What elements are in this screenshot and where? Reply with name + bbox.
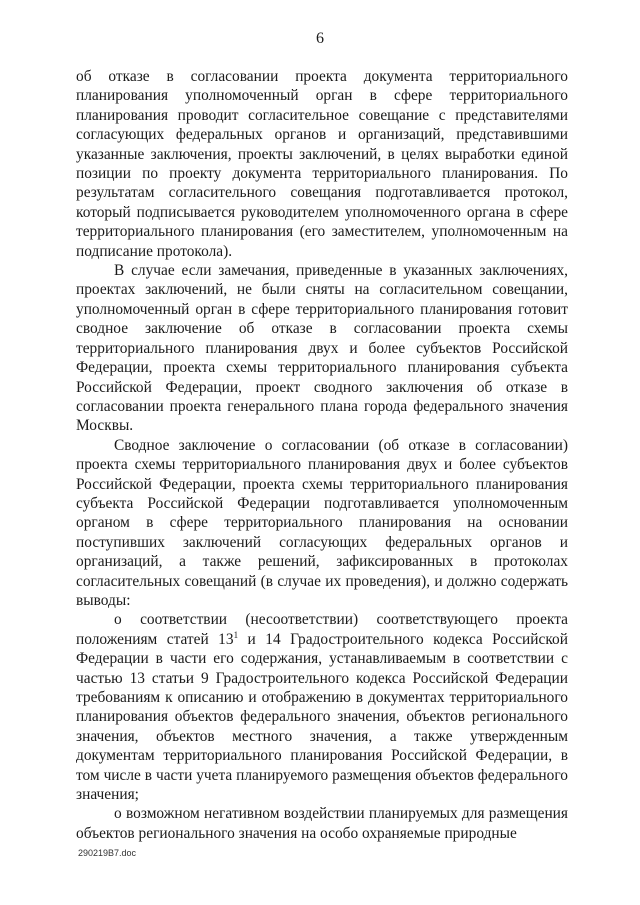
list-item-negative-impact: о возможном негативном воздействии планируемых для размещения объектов регионального значения на особо охраняемые природные <box>76 805 568 842</box>
paragraph-continuation: об отказе в согласовании проекта документа территориального планирования уполномоченный орган в сфере территориального планирования проводит согласительное совещание с представителями согласующих федеральных органов и организаций, представившими указанные заключения, проекты заключений, в целях выработки единой позиции по проекту документа территориального планирования. По результатам согласительного совещания подготавливается протокол, который подписывается руководителем уполномоченного органа в сфере территориального планирования (его заместителем, уполномоченным на подписание протокола). <box>76 68 568 260</box>
superscript-1: 1 <box>233 629 239 640</box>
page-number: 6 <box>316 30 324 47</box>
list-item-compliance <box>76 610 568 804</box>
list-item-compliance-text-b: и 14 Градостроительного кодекса Российской Федерации в части его содержания, устанавливаемым в соответствии с частью 13 статьи 9 Градостроительного кодекса Российской Федерации требованиям к описанию и отображению в документах территориального планирования объектов федерального значения, объектов регионального значения, объектов местного значения, а также утвержденным документам территориального планирования Российской Федерации, в том числе в части учета планируемого размещения объектов федерального значения; <box>76 630 568 804</box>
footer-filename: 290219В7.doc <box>78 848 137 858</box>
paragraph-objections: В случае если замечания, приведенные в указанных заключениях, проектах заключений, не были сняты на согласительном совещании, уполномоченный орган в сфере территориального планирования готовит сводное заключение об отказе в согласовании проекта схемы территориального планирования двух и более субъектов Российской Федерации, проекта схемы территориального планирования субъекта Российской Федерации, проект сводного заключения об отказе в согласовании проекта генерального плана города федерального значения Москвы. <box>76 262 568 435</box>
list-item-compliance-text-a: о соответствии (несоответствии) соответствующего проекта положениям статей 13 <box>76 611 568 648</box>
paragraph-summary-conclusion: Сводное заключение о согласовании (об отказе в согласовании) проекта схемы территориального планирования двух и более субъектов Российской Федерации, проекта схемы территориального планирования субъекта Российской Федерации подготавливается уполномоченным органом в сфере территориального планирования на основании поступивших заключений согласующих федеральных органов и организаций, а также решений, зафиксированных в протоколах согласительных совещаний (в случае их проведения), и должно содержать выводы: <box>76 436 568 609</box>
body-text <box>76 67 568 843</box>
